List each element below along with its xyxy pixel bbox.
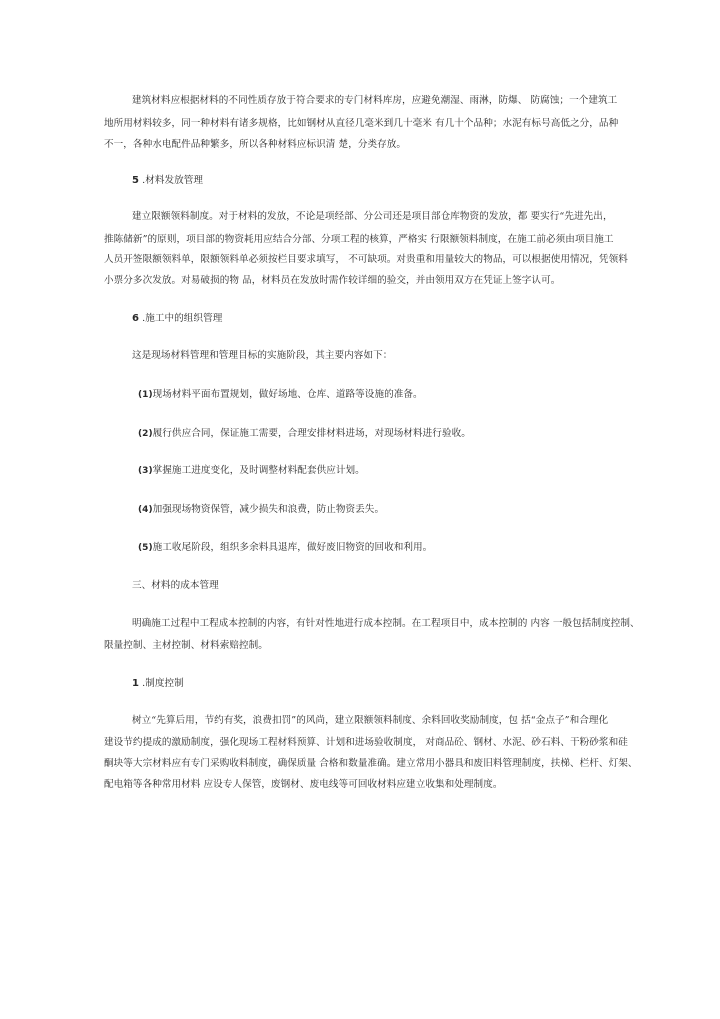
paragraph-line: 树立“先算后用，节约有奖，浪费扣罚”的风尚，建立限额领料制度、余料回收奖励制度，包 括“金点子”和合理化 — [132, 715, 609, 726]
item-text: 施工收尾阶段，组织多余料具退库，做好废旧物资的回收和利用。 — [152, 542, 433, 553]
item-text: 履行供应合同，保证施工需要，合理安排材料进场，对现场材料进行验收。 — [152, 428, 471, 439]
heading-text: .材料发放管理 — [139, 175, 204, 186]
paragraph-line: 小票分多次发放。对易破损的物 品，材料员在发放时需作较详细的验交，并由领用双方在凭证上签字认可。 — [104, 275, 561, 286]
item-number: (5) — [138, 543, 153, 553]
paragraph-line: 建立限额领料制度。对于材料的发放，不论是项经部、分公司还是项目部仓库物资的发放，都 要实行“先进先出， — [132, 211, 613, 222]
section-heading-1 — [132, 678, 184, 690]
list-item — [138, 542, 432, 554]
list-item — [138, 428, 471, 440]
heading-number: 6 — [132, 313, 140, 324]
heading-number: 1 — [132, 678, 140, 689]
heading-number: 5 — [132, 175, 140, 186]
item-number: (1) — [138, 390, 153, 400]
section-heading-6 — [132, 313, 222, 325]
paragraph-intro: 这是现场材料管理和管理目标的实施阶段，其主要内容如下： — [132, 350, 393, 361]
list-item — [138, 504, 384, 516]
heading-text: .施工中的组织管理 — [139, 313, 223, 324]
heading-text: .制度控制 — [139, 678, 184, 689]
item-number: (2) — [138, 429, 153, 439]
item-number: (4) — [138, 505, 153, 515]
list-item — [138, 465, 365, 477]
paragraph-line: 人员开签限额领料单，限额领料单必须按栏目要求填写， 不可缺项。对贵重和用量较大的物品，可以根据使用情况，凭领料 — [104, 254, 628, 265]
paragraph-line: 不一，各种水电配件品种繁多，所以各种材料应标识清 楚，分类存放。 — [104, 139, 407, 150]
paragraph-line: 明确施工过程中工程成本控制的内容，有针对性地进行成本控制。在工程项目中，成本控制的 内容 一般包括制度控制、 — [132, 618, 640, 629]
paragraph-line: 配电箱等各种常用材料 应设专人保管，废钢材、废电线等可回收材料应建立收集和处理制度。 — [104, 779, 503, 790]
paragraph-line: 推陈储新”的原则，项目部的物资耗用应结合分部、分项工程的核算，严格实 行限额领料制度，在施工前必须由项目施工 — [104, 234, 614, 245]
paragraph-line: 地所用材料较多，同一种材料有诸多规格，比如钢材从直径几毫米到几十毫米 有几十个品种；水泥有标号高低之分，品种 — [104, 118, 619, 129]
item-text: 掌握施工进度变化，及时调整材料配套供应计划。 — [152, 465, 365, 476]
chapter-heading: 三、材料的成本管理 — [132, 580, 219, 591]
section-heading-5 — [132, 175, 203, 187]
paragraph-line: 建设节约提成的激励制度，强化现场工程材料预算、计划和进场验收制度， 对商品砼、钢材、水泥、砂石料、干粉砂浆和硅 — [104, 737, 628, 748]
list-item — [138, 389, 423, 401]
paragraph-line: 限量控制、主材控制、材料索赔控制。 — [104, 640, 268, 651]
item-number: (3) — [138, 466, 153, 476]
paragraph-line: 建筑材料应根据材料的不同性质存放于符合要求的专门材料库房，应避免潮湿、雨淋，防爆、 防腐蚀；一个建筑工 — [132, 95, 618, 106]
paragraph-line: 酮块等大宗材料应有专门采购收料制度，确保质量 合格和数量准确。建立常用小器具和废旧料管理制度，扶梯、栏杆、灯架、 — [104, 758, 638, 769]
item-text: 加强现场物资保管，减少损失和浪费，防止物资丢失。 — [152, 504, 385, 515]
item-text: 现场材料平面布置规划，做好场地、仓库、道路等设施的准备。 — [152, 389, 423, 400]
